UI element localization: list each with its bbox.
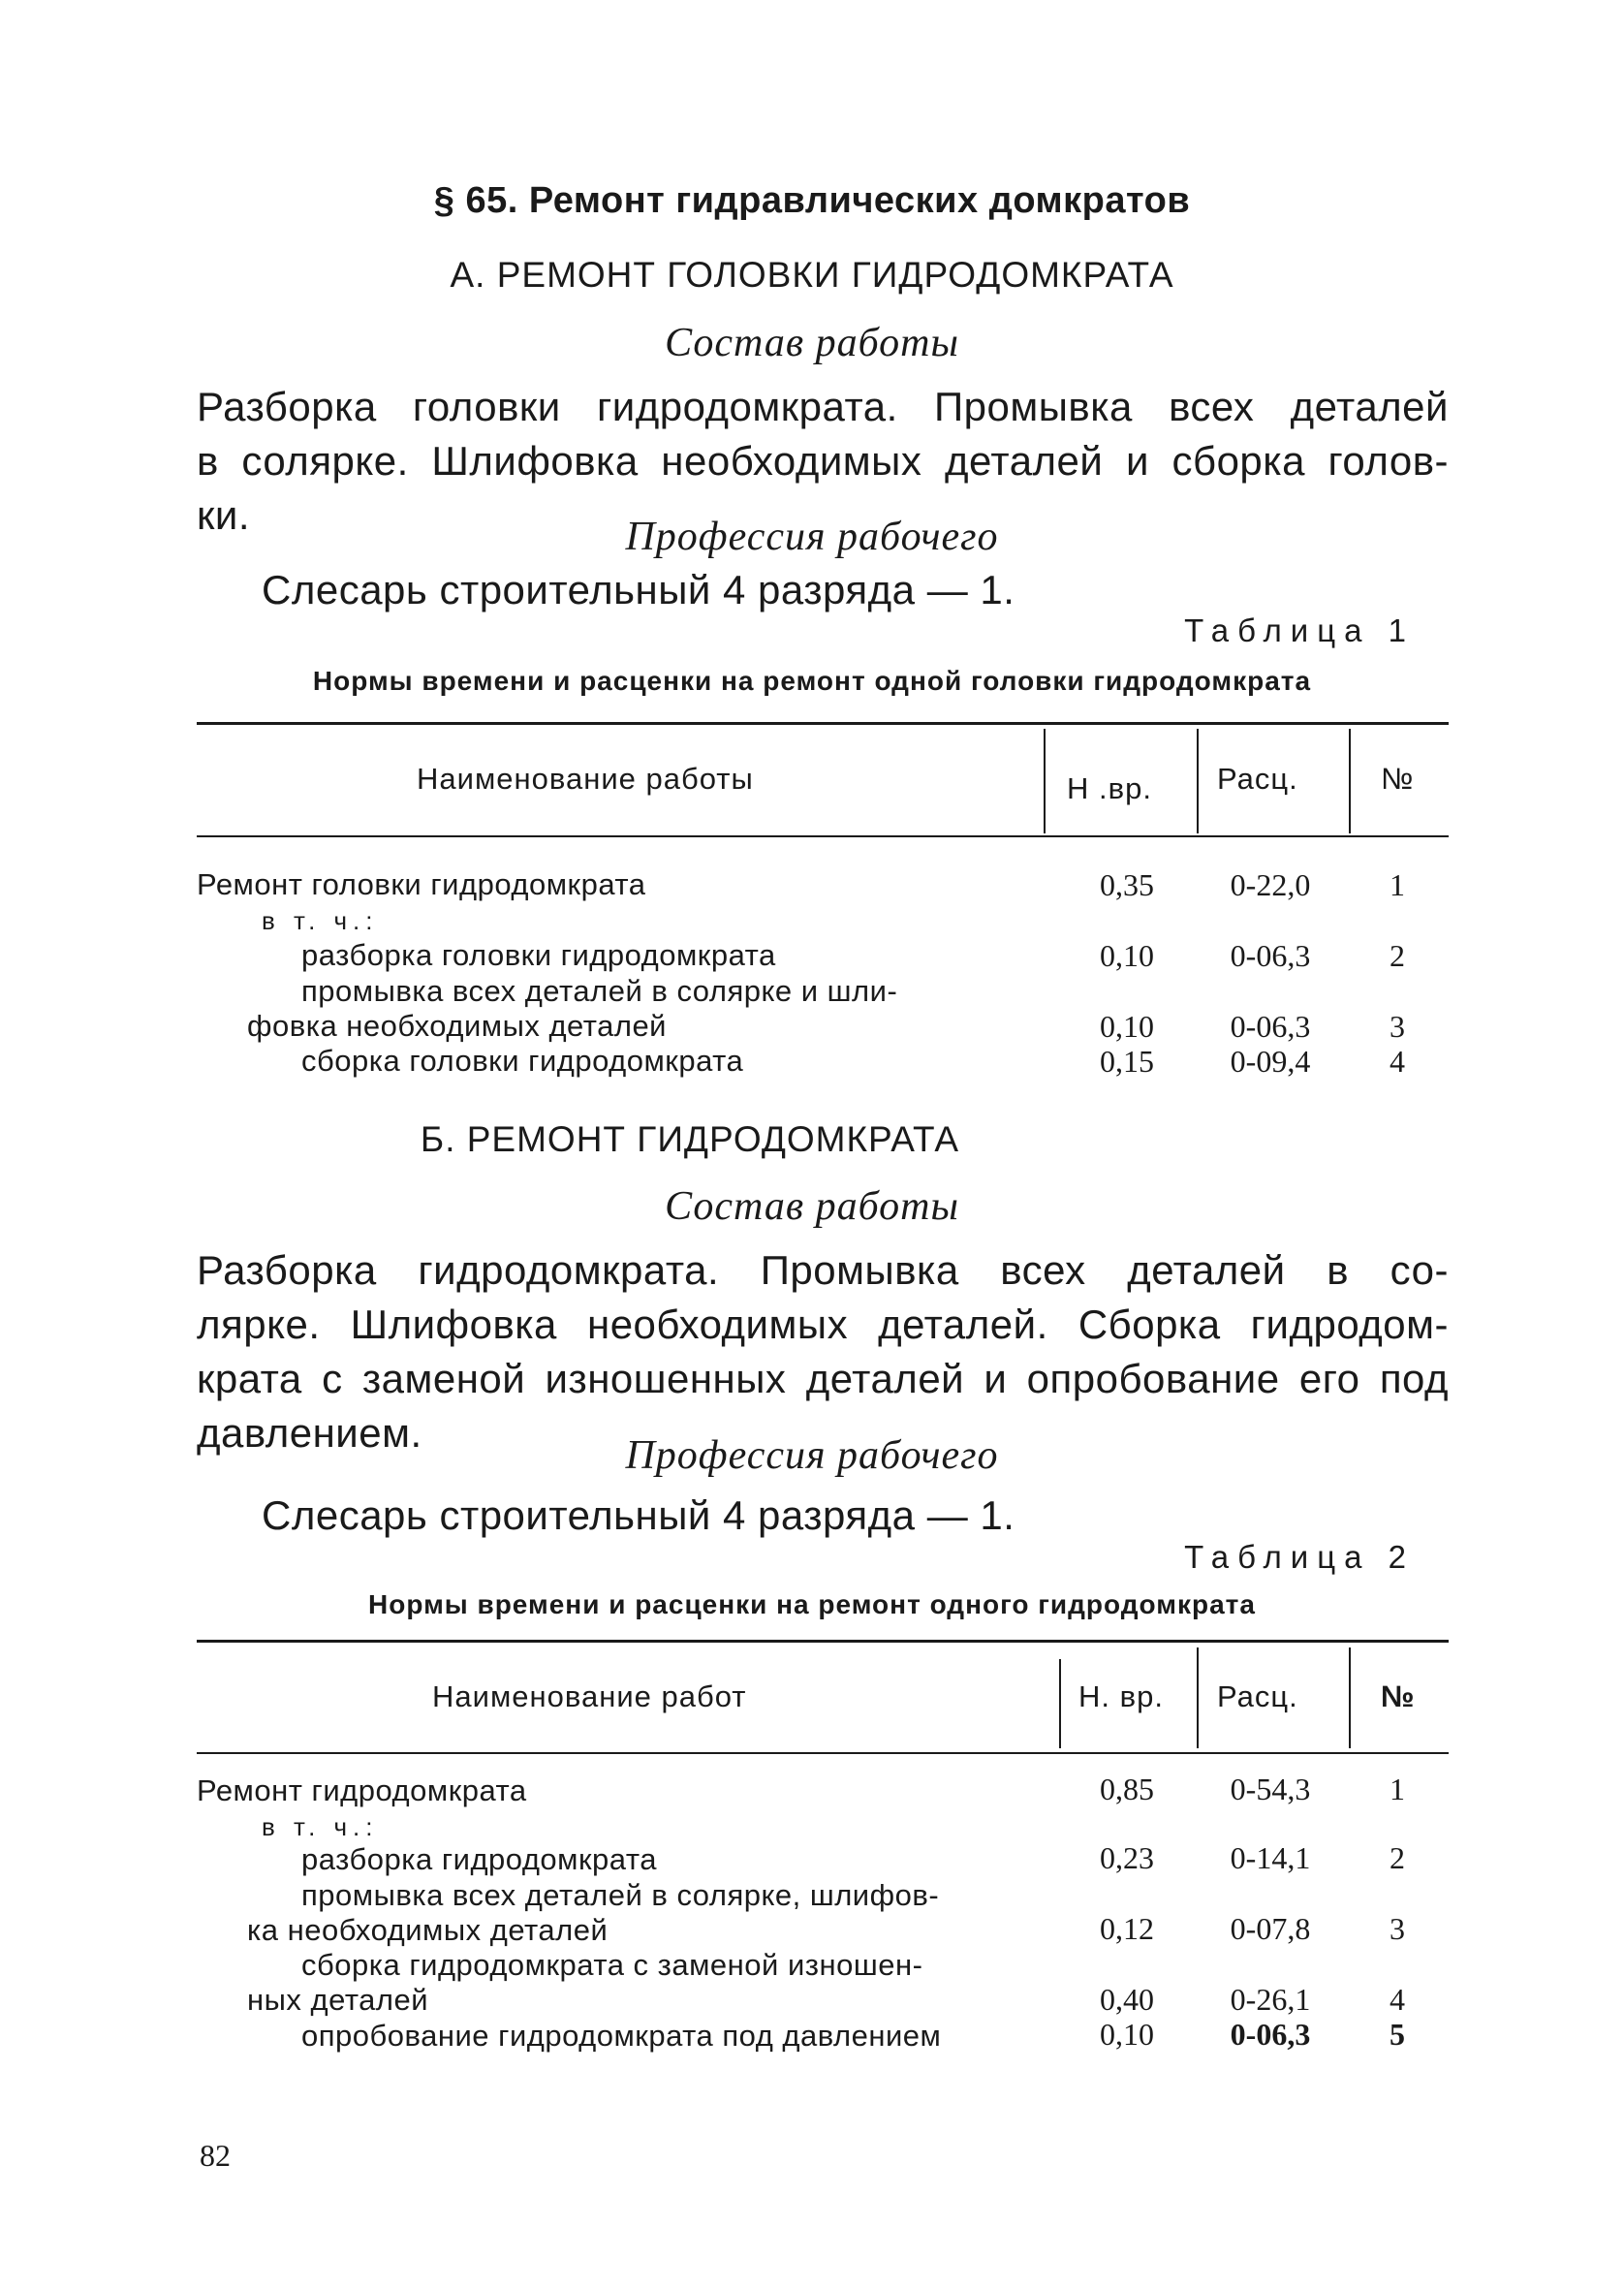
table-1-row-norm: 0,10: [1100, 938, 1154, 973]
part-b-composition-line: крата с заменой изношенных деталей и опробование его под: [197, 1356, 1449, 1401]
part-b-composition-line: давлением.: [197, 1410, 422, 1456]
table-2-row-rate: 0-54,3: [1230, 1772, 1311, 1806]
table-2-row-name-cont: ных деталей: [247, 1983, 429, 2017]
table-1-label: Таблица 1: [1184, 612, 1415, 648]
table-2-row-norm: 0,23: [1100, 1840, 1154, 1875]
table-2-row-name: промывка всех деталей в солярке, шлифов-: [301, 1878, 940, 1912]
table-1-row-subheading: в т. ч.:: [262, 906, 379, 935]
table-2-header-rule: [197, 1752, 1449, 1754]
part-a-profession-label: Профессия рабочего: [625, 515, 999, 559]
table-1-row-rate: 0-09,4: [1230, 1044, 1311, 1079]
table-1-row-norm: 0,15: [1100, 1044, 1154, 1079]
part-a-heading: А. РЕМОНТ ГОЛОВКИ ГИДРОДОМКРАТА: [450, 255, 1174, 295]
table-1-row-no: 1: [1390, 867, 1405, 902]
table-2-row-rate: 0-07,8: [1230, 1911, 1311, 1946]
part-a-composition-line: Разборка головки гидродомкрата. Промывка всех деталей: [197, 384, 1449, 429]
page-number: 82: [200, 2138, 231, 2173]
table-1-row-name-cont: фовка необходимых деталей: [247, 1009, 667, 1043]
part-a-composition-line: ки.: [197, 492, 251, 538]
table-2-row-no: 5: [1390, 2017, 1405, 2052]
table-2-row-norm: 0,40: [1100, 1982, 1154, 2017]
table-1-header-norm: Н .вр.: [1067, 771, 1152, 805]
table-2-row-no: 2: [1390, 1840, 1405, 1875]
table-2-header-name: Наименование работ: [432, 1679, 747, 1713]
table-2-label: Таблица 2: [1184, 1539, 1415, 1575]
part-b-composition-text: [197, 1243, 1449, 1460]
section-title: § 65. Ремонт гидравлических домкратов: [433, 180, 1191, 221]
table-2-divider: [1197, 1647, 1199, 1748]
table-2-header-norm: Н. вр.: [1078, 1679, 1164, 1713]
table-1-row-no: 2: [1390, 938, 1405, 973]
part-b-profession-label: Профессия рабочего: [625, 1433, 999, 1478]
part-b-composition-line: лярке. Шлифовка необходимых деталей. Сборка гидродом-: [197, 1302, 1449, 1347]
part-b-composition-label: Состав работы: [665, 1184, 959, 1229]
part-b-composition-line: Разборка гидродомкрата. Промывка всех деталей в со-: [197, 1247, 1449, 1293]
table-2-row-no: 1: [1390, 1772, 1405, 1806]
table-2-row-name: разборка гидродомкрата: [301, 1842, 657, 1876]
table-1-divider: [1197, 729, 1199, 833]
table-1-header-name: Наименование работы: [417, 762, 754, 796]
table-1-row-name: Ремонт головки гидродомкрата: [197, 867, 646, 901]
table-2-row-norm: 0,10: [1100, 2017, 1154, 2052]
table-2-row-name: сборка гидродомкрата с заменой изношен-: [301, 1948, 923, 1982]
table-2-row-name: Ремонт гидродомкрата: [197, 1773, 527, 1807]
table-1-row-name: промывка всех деталей в солярке и шли-: [301, 974, 898, 1008]
table-2-row-no: 3: [1390, 1911, 1405, 1946]
part-b-profession: Слесарь строительный 4 разряда — 1.: [262, 1492, 1015, 1538]
table-1-row-rate: 0-22,0: [1230, 867, 1311, 902]
table-2-header-no: №: [1381, 1679, 1416, 1713]
table-1-row-norm: 0,10: [1100, 1009, 1154, 1044]
table-1-divider: [1349, 729, 1351, 833]
table-1-header-no: №: [1381, 762, 1415, 796]
table-2-row-rate: 0-26,1: [1230, 1982, 1311, 2017]
table-1-row-name: разборка головки гидродомкрата: [301, 938, 776, 972]
table-1-caption: Нормы времени и расценки на ремонт одной головки гидродомкрата: [312, 666, 1312, 696]
table-1-header-rate: Расц.: [1217, 762, 1298, 796]
table-1-row-no: 3: [1390, 1009, 1405, 1044]
table-2-divider: [1059, 1659, 1061, 1748]
table-2-row-no: 4: [1390, 1982, 1405, 2017]
table-2-row-subheading: в т. ч.:: [262, 1812, 379, 1841]
table-2-row-name-cont: ка необходимых деталей: [247, 1913, 609, 1947]
part-a-composition-line: в солярке. Шлифовка необходимых деталей и сборка голов-: [197, 438, 1449, 484]
table-1-top-rule: [197, 722, 1449, 725]
table-1-row-rate: 0-06,3: [1230, 1009, 1311, 1044]
part-a-composition-label: Состав работы: [665, 321, 959, 365]
table-1-row-no: 4: [1390, 1044, 1405, 1079]
part-b-heading: Б. РЕМОНТ ГИДРОДОМКРАТА: [420, 1119, 960, 1159]
table-2-header-rate: Расц.: [1217, 1679, 1298, 1713]
table-2-divider: [1349, 1647, 1351, 1748]
table-2-caption: Нормы времени и расценки на ремонт одного гидродомкрата: [368, 1589, 1256, 1619]
table-1-header-rule: [197, 835, 1449, 837]
table-2-row-norm: 0,12: [1100, 1911, 1154, 1946]
table-1-row-norm: 0,35: [1100, 867, 1154, 902]
table-2-row-name: опробование гидродомкрата под давлением: [301, 2019, 942, 2053]
table-1-divider: [1044, 729, 1046, 833]
table-1-row-name: сборка головки гидродомкрата: [301, 1044, 744, 1078]
table-2-row-rate: 0-14,1: [1230, 1840, 1311, 1875]
table-1-row-rate: 0-06,3: [1230, 938, 1311, 973]
part-a-profession: Слесарь строительный 4 разряда — 1.: [262, 567, 1015, 612]
table-2-row-norm: 0,85: [1100, 1772, 1154, 1806]
table-2-row-rate: 0-06,3: [1230, 2017, 1311, 2052]
table-2-top-rule: [197, 1640, 1449, 1643]
